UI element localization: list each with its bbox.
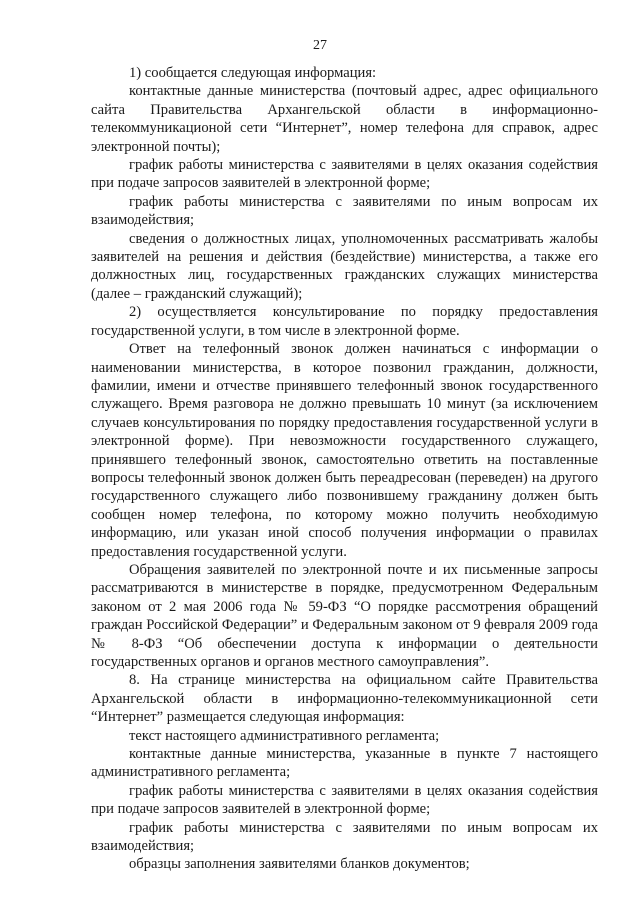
list-item-schedule-electronic: график работы министерства с заявителями в целях оказания содействия при подаче запросов заявителей в электронной форме; (91, 782, 598, 818)
paragraph-consulting: 2) осуществляется консультирование по порядку предоставления государственной услуги, в том числе в электронной форме. (91, 304, 598, 339)
paragraph-info-list-intro: 1) сообщается следующая информация: (129, 65, 377, 81)
paragraph-email-requests: Обращения заявителей по электронной почте и их письменные запросы рассматриваются в министерстве в порядке, предусмотренном Федеральным законом от 2 мая 2006 года № 59-ФЗ “О порядке рассмотрения обращений граждан Российской Федерации” и Федеральным законом от 9 февраля 2009 года № 8-ФЗ “Об обеспечении доступа к информации о деятельности государственных органов и органов местного самоуправления”. (91, 561, 598, 670)
paragraph-section-8: 8. На странице министерства на официальном сайте Правительства Архангельской области в информационно-телекоммуникационной сети “Интернет” размещается следующая информация: (91, 672, 598, 726)
paragraph-phone-call: Ответ на телефонный звонок должен начинаться с информации о наименовании министерства, в которое позвонил гражданин, должности, фамилии, имени и отчестве принявшего телефонный звонок государственного служащего. Время разговора не должно превышать 10 минут (за исключением случаев консультирования по порядку предоставления государственной услуги в электронной форме). При невозможности государственного служащего, принявшего телефонный звонок, самостоятельно ответить на поставленные вопросы телефонный звонок должен быть переадресован (переведен) на другого государственного служащего либо позвонившему гражданину должен быть сообщен номер телефона, по которому можно получить необходимую информацию, или указан иной способ получения информации о правилах предоставления государственной услуги. (91, 341, 598, 560)
list-item-regulation-text: текст настоящего административного регламента; (129, 727, 440, 744)
paragraph-schedule-electronic: график работы министерства с заявителями в целях оказания содействия при подаче запросов заявителей в электронной форме; (91, 157, 598, 192)
document-body (91, 64, 598, 874)
page-number: 27 (313, 38, 327, 53)
list-item-schedule-other: график работы министерства с заявителями по иным вопросам их взаимодействия; (91, 819, 598, 855)
list-item-form-samples: образцы заполнения заявителями бланков документов; (129, 856, 470, 873)
paragraph-schedule-other: график работы министерства с заявителями по иным вопросам их взаимодействия; (91, 193, 598, 229)
list-item-contact-data: контактные данные министерства, указанные в пункте 7 настоящего административного регламента; (91, 746, 598, 781)
paragraph-officials-info: сведения о должностных лицах, уполномоченных рассматривать жалобы заявителей на решения и действия (бездействие) министерства, а также его должностных лиц, государственных гражданских служащих министерства (далее – гражданский служащий); (91, 230, 598, 302)
paragraph-contact-data: контактные данные министерства (почтовый адрес, адрес официального сайта Правительства Архангельской области в информационно-телекоммуникационой сети “Интернет”, номер телефона для справок, адрес электронной почты); (91, 83, 598, 155)
